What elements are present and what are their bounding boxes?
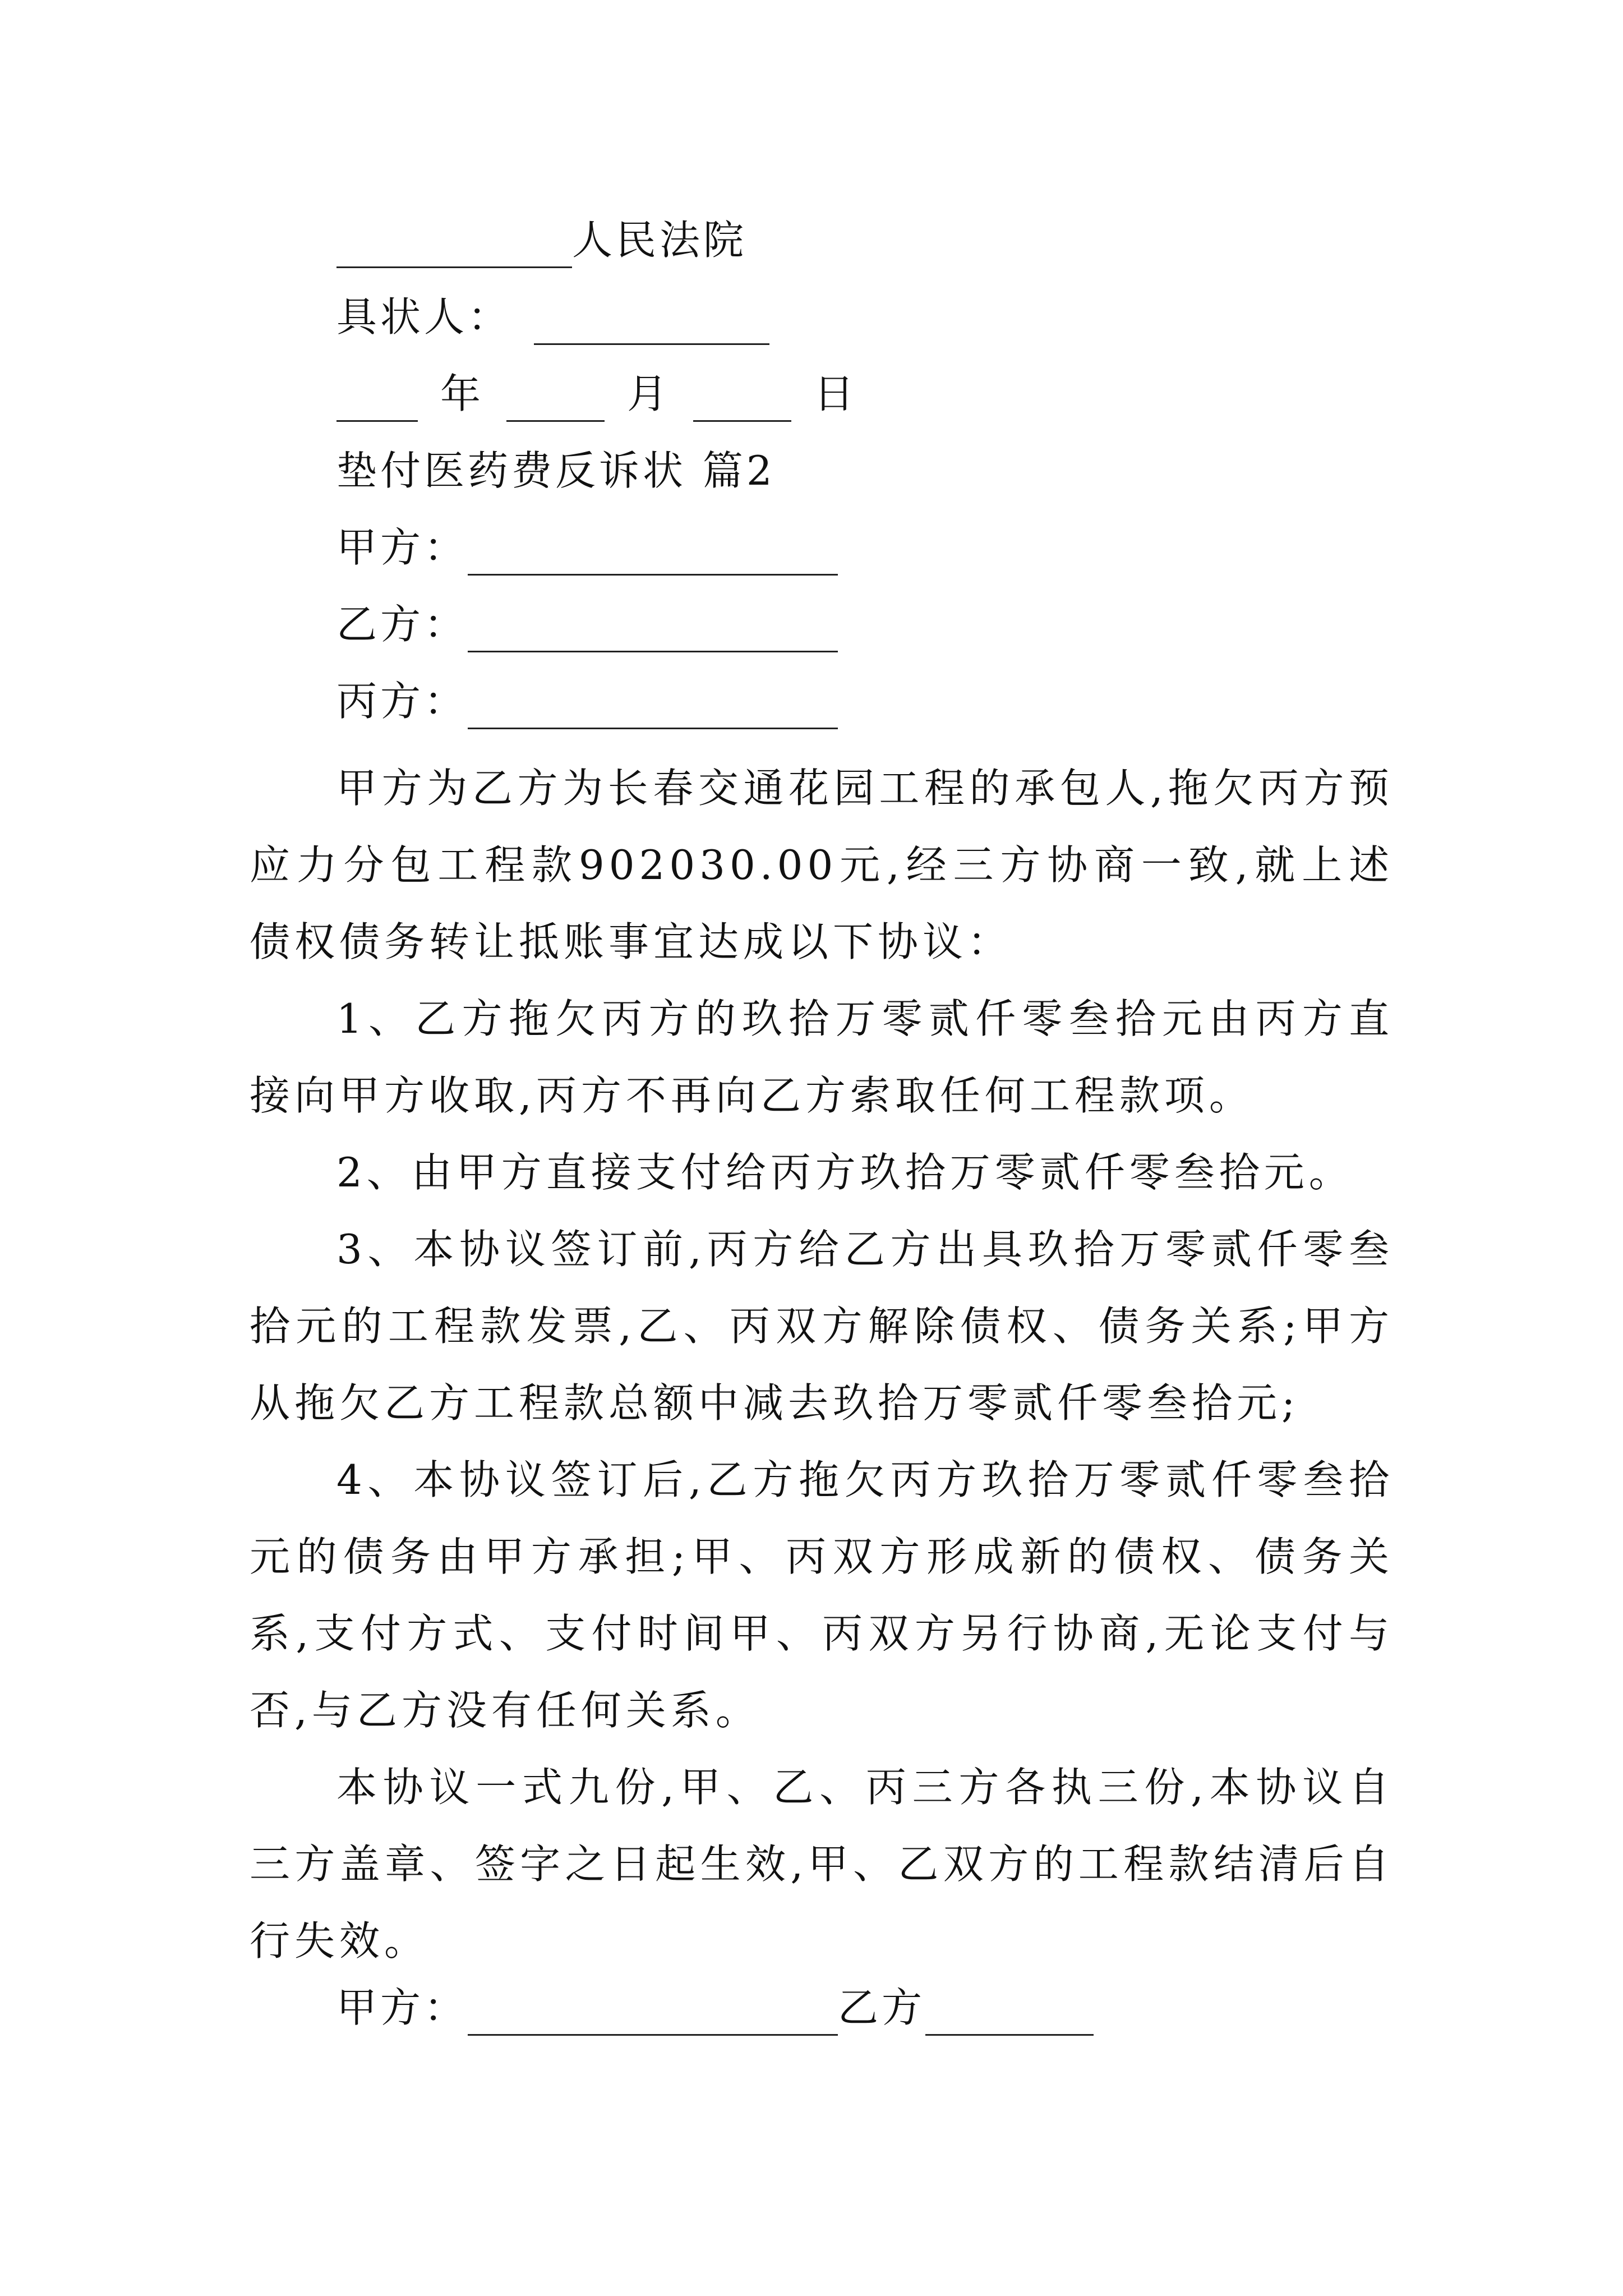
- paragraph-effectiveness: 本协议一式九份,甲、乙、丙三方各执三份,本协议自三方盖章、签字之日起生效,甲、乙双方的工程款结清后自行失效。: [250, 1764, 1394, 1964]
- paragraph-clause-1: 1、乙方拖欠丙方的玖拾万零贰仟零叁拾元由丙方直接向甲方收取,丙方不再向乙方索取任何工程款项。: [250, 995, 1394, 1119]
- signature-party-b-label: 乙方: [838, 1984, 926, 2031]
- day-blank: [693, 381, 791, 422]
- party-c-blank: [468, 688, 838, 729]
- party-a-label: 甲方：: [336, 524, 468, 571]
- signature-party-b-blank: [925, 1995, 1094, 2036]
- court-suffix: 人民法院: [572, 217, 748, 264]
- month-label: 月: [627, 370, 671, 417]
- party-b-line: [336, 596, 838, 652]
- plaintiff-blank: [534, 304, 769, 345]
- paragraph-clause-3: 3、本协议签订前,丙方给乙方出具玖拾万零贰仟零叁拾元的工程款发票,乙、丙双方解除债权、债务关系;甲方从拖欠乙方工程款总额中减去玖拾万零贰仟零叁拾元;: [250, 1226, 1394, 1427]
- signature-line: [336, 1980, 1094, 2036]
- party-b-blank: [468, 611, 838, 652]
- plaintiff-line: [336, 289, 769, 345]
- court-line: [336, 212, 747, 268]
- day-label: 日: [814, 370, 858, 417]
- section-title: 垫付医药费反诉状 篇2: [336, 447, 776, 494]
- party-a-blank: [468, 535, 838, 576]
- month-blank: [506, 381, 605, 422]
- plaintiff-label: 具状人：: [336, 293, 512, 341]
- signature-party-a-label: 甲方：: [336, 1984, 468, 2031]
- party-a-line: [336, 519, 838, 576]
- court-name-blank: [336, 227, 572, 268]
- paragraph-clause-2: 2、由甲方直接支付给丙方玖拾万零贰仟零叁拾元。: [336, 1149, 1354, 1196]
- year-blank: [336, 381, 418, 422]
- paragraph-intro: 甲方为乙方为长春交通花园工程的承包人,拖欠丙方预应力分包工程款902030.00元,经三方协商一致,就上述债权债务转让抵账事宜达成以下协议：: [250, 765, 1394, 965]
- party-c-label: 丙方：: [336, 678, 468, 725]
- party-b-label: 乙方：: [336, 601, 468, 648]
- signature-party-a-blank: [468, 1995, 838, 2036]
- year-label: 年: [440, 370, 485, 417]
- date-line: [336, 366, 857, 422]
- party-c-line: [336, 673, 838, 729]
- paragraph-clause-4: 4、本协议签订后,乙方拖欠丙方玖拾万零贰仟零叁拾元的债务由甲方承担;甲、丙双方形成新的债权、债务关系,支付方式、支付时间甲、丙双方另行协商,无论支付与否,与乙方没有任何关系。: [250, 1456, 1394, 1734]
